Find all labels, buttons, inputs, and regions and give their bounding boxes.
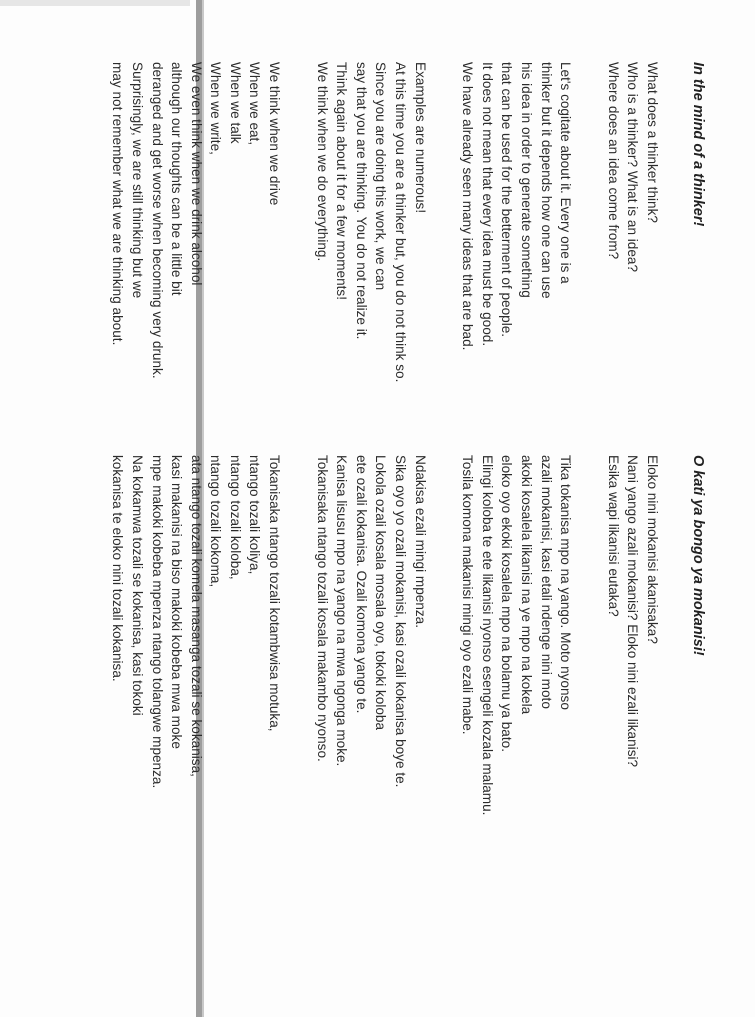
poem-line: We have already seen many ideas that are bad. (460, 62, 476, 351)
poem-line: ntango tozali koloba, (227, 455, 243, 580)
poem-line: kokanisa te eloko nini tozali kokanisa. (110, 455, 126, 682)
poem-line: Sika oyo yo ozali mokanisi, kasi ozali kokanisa boye te. (393, 455, 409, 788)
poem-line: It does not mean that every idea must be good. (479, 62, 495, 347)
poem-line: deranged and get worse when becoming very drunk. (149, 62, 165, 379)
poem-line: What does a thinker think? (645, 62, 660, 223)
poem-line: Ndakisa ezali mingi mpenza. (412, 455, 428, 629)
poem-line: mpe makoki kobeba mpenza ntango tolangwe mpenza. (149, 455, 165, 789)
stanza (312, 455, 430, 895)
poem-line: kasi makanisi na biso makoki kobeba mwa moke (169, 455, 185, 749)
poem-line: Since you are doing this work, we can (373, 62, 389, 291)
poem-line: When we talk (227, 62, 243, 144)
stanza (603, 62, 662, 482)
poem-line: When we eat, (247, 62, 263, 146)
poem-line: may not remember what we are thinking about. (110, 62, 126, 346)
stanza (458, 455, 576, 895)
poem-line: We think when we do everything. (314, 62, 330, 262)
poem-line: Tika tokanisa mpo na yango. Moto nyonso (558, 455, 574, 710)
poem-line: We even think when we drink alcohol (188, 62, 204, 286)
english-column (80, 62, 707, 482)
poem-line: Esika wapi likanisi eutaka? (605, 455, 621, 617)
poem-line: azali mokanisi, kasi etali ndenge nini moto (538, 455, 554, 709)
lingala-column (80, 455, 707, 895)
poem-line: Where does an idea come from? (605, 62, 621, 260)
poem-line: Na kokamwa tozali se kokanisa, kasi tokoki (129, 455, 145, 716)
poem-line: Surprisingly, we are still thinking but we (129, 62, 145, 299)
poem-line: say that you are thinking. You do not realize it. (353, 62, 369, 340)
poem-line: although our thoughts can be a little bit (169, 62, 185, 296)
poem-line: Tosila komona makanisi mingi oyo ezali mabe. (460, 455, 476, 735)
english-stanzas (108, 62, 662, 482)
stanza (312, 62, 430, 482)
poem-line: Tokanisaka ntango tozali kotambwisa motuka, (267, 455, 283, 732)
poem-line: Think again about it for a few moments! (334, 62, 350, 301)
poem-line: his idea in order to generate something (519, 62, 535, 298)
poem-line: ntango tozali koliya, (247, 455, 263, 575)
poem-line: Nani yango azali mokanisi? Eloko nini ezali likanisi? (625, 455, 641, 768)
poem-line: Let's cogitate about it. Every one is a (558, 62, 574, 284)
poem-line: We think when we drive (267, 62, 283, 206)
poem-line: thinker but it depends how one can use (538, 62, 554, 299)
stanza (108, 455, 284, 895)
english-title: In the mind of a thinker! (690, 62, 706, 227)
poem-line: Who is a thinker? What is an idea? (625, 62, 641, 273)
poem-line: Eloko nini mokanisi akanisaka? (645, 455, 660, 644)
stanza (603, 455, 662, 895)
lingala-title: O kati ya bongo ya mokanisi! (690, 455, 706, 656)
poem-line: When we write, (208, 62, 224, 155)
poem-line: Elingi koloba te ete likanisi nyonso esengeli kozala malamu. (479, 455, 495, 816)
poem-line: Examples are numerous! (412, 62, 428, 214)
poem-line: eloko oyo ekoki kosalela mpo na bolamu ya bato. (499, 455, 515, 752)
stanza (108, 62, 284, 482)
poem-line: At this time you are a thinker but, you do not think so. (393, 62, 409, 383)
poem-line: ntango tozali kokoma, (208, 455, 224, 588)
lingala-stanzas (108, 455, 662, 895)
poem-line: Tokanisaka ntango tozali kosala makambo nyonso. (314, 455, 330, 762)
stanza (458, 62, 576, 482)
poem-line: akoki kosalela likanisi na ye mpo na kokela (519, 455, 535, 715)
poem-line: Kanisa lisusu mpo na yango na mwa ngonga moke. (334, 455, 350, 767)
poem-line: ete ozali kokanisa. Ozali komona yango te. (353, 455, 369, 714)
poem-line: that can be used for the betterment of people. (499, 62, 515, 338)
poem-line: Lokola ozali kosala mosala oyo, tokoki koloba (373, 455, 389, 731)
poem-line: ata ntango tozali komela masanga tozali se kokanisa, (188, 455, 204, 777)
